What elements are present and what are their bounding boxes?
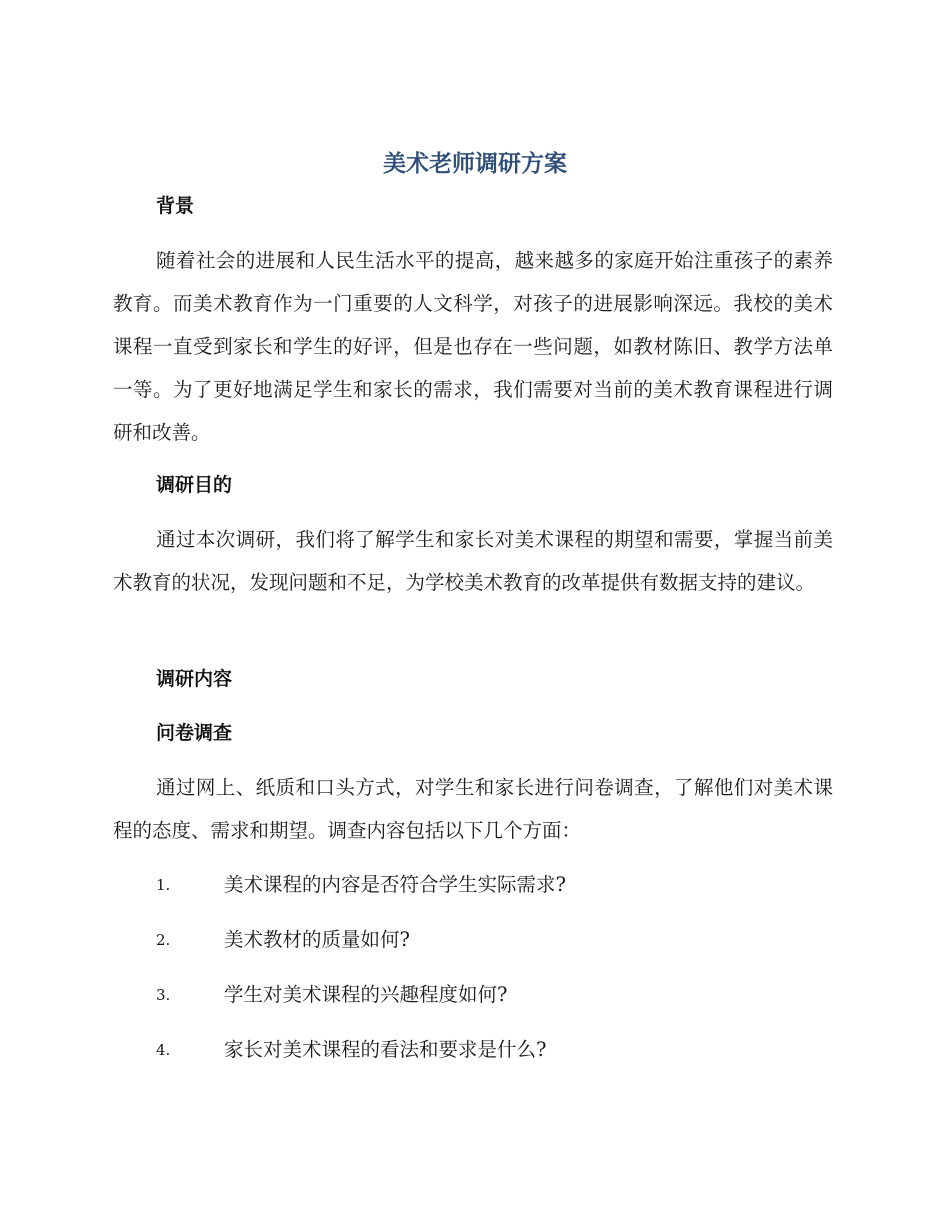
list-item-number: 1.	[156, 876, 171, 894]
heading-purpose: 调研目的	[156, 474, 233, 496]
list-item	[156, 924, 836, 956]
list-item	[156, 1034, 836, 1066]
list-item-number: 4.	[156, 1041, 171, 1059]
heading-background: 背景	[156, 195, 195, 217]
list-item-number: 3.	[156, 986, 171, 1004]
list-item-text: 美术课程的内容是否符合学生实际需求?	[224, 873, 566, 896]
paragraph-background: 随着社会的进展和人民生活水平的提高，越来越多的家庭开始注重孩子的素养教育。而美术教育作为一门重要的人文科学，对孩子的进展影响深远。我校的美术课程一直受到家长和学生的好评，但是也存在一些问题，如教材陈旧、教学方法单一等。为了更好地满足学生和家长的需求，我们需要对当前的美术教育课程进行调研和改善。	[113, 249, 833, 444]
list-item	[156, 979, 836, 1011]
paragraph-survey: 通过网上、纸质和口头方式，对学生和家长进行问卷调查，了解他们对美术课程的态度、需求和期望。调查内容包括以下几个方面：	[113, 776, 833, 842]
list-item	[156, 869, 836, 901]
list-item-text: 家长对美术课程的看法和要求是什么?	[224, 1038, 547, 1061]
document-title: 美术老师调研方案	[383, 151, 567, 177]
list-item-text: 学生对美术课程的兴趣程度如何?	[224, 983, 508, 1006]
paragraph-purpose: 通过本次调研，我们将了解学生和家长对美术课程的期望和需要，掌握当前美术教育的状况，发现问题和不足，为学校美术教育的改革提供有数据支持的建议。	[113, 528, 833, 594]
list-item-number: 2.	[156, 931, 171, 949]
list-item-text: 美术教材的质量如何?	[224, 928, 410, 951]
heading-content: 调研内容	[156, 668, 233, 690]
heading-survey: 问卷调查	[156, 722, 233, 744]
